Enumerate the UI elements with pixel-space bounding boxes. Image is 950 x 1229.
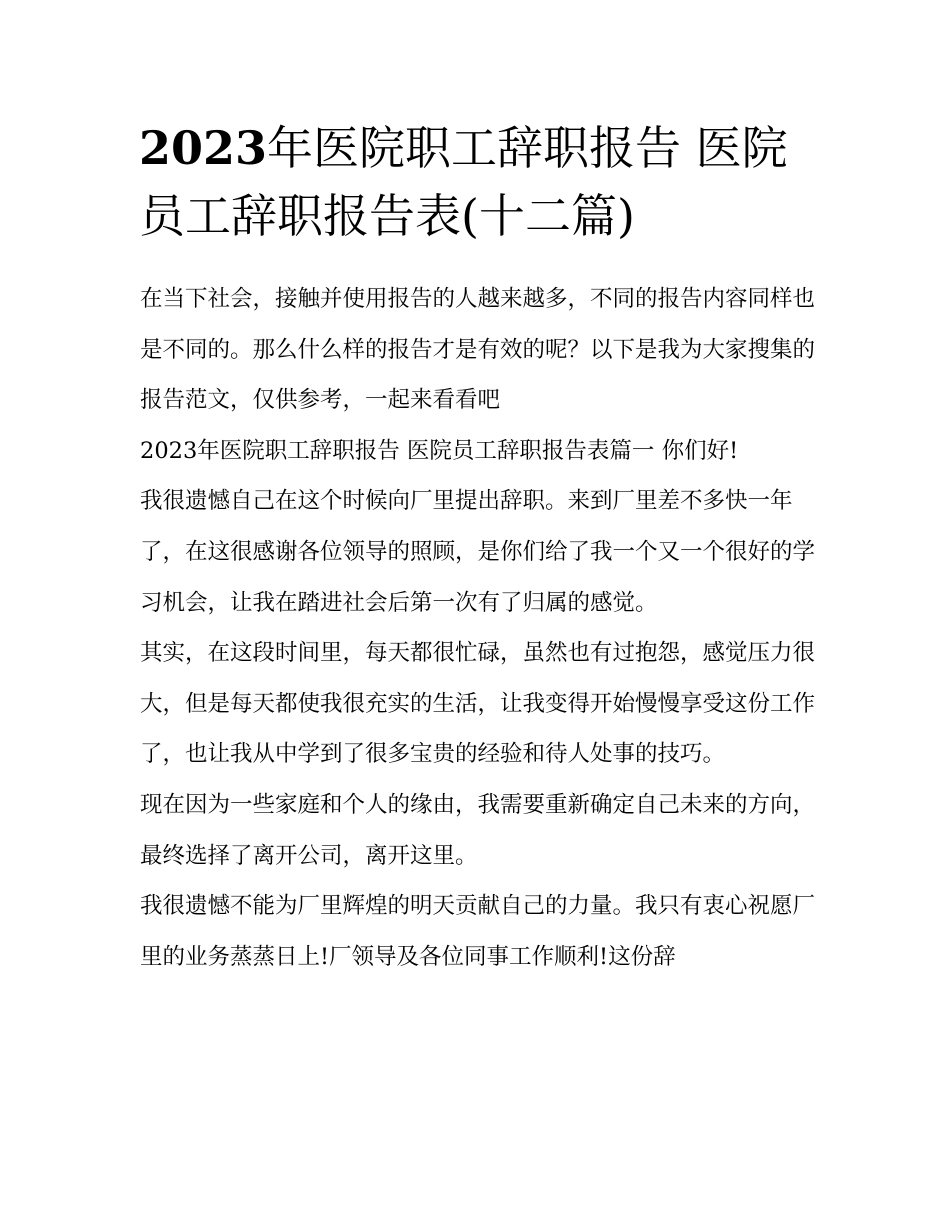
paragraph-intro: 在当下社会，接触并使用报告的人越来越多，不同的报告内容同样也是不同的。那么什么样的报告才是有效的呢？以下是我为大家搜集的报告范文，仅供参考，一起来看看吧 — [140, 286, 816, 414]
paragraph: 我很遗憾自己在这个时候向厂里提出辞职。来到厂里差不多快一年了，在这很感谢各位领导的照顾，是你们给了我一个又一个很好的学习机会，让我在踏进社会后第一次有了归属的感觉。 — [140, 488, 816, 616]
document-body — [140, 274, 820, 982]
title-year: 2023 — [139, 121, 268, 175]
paragraph: 其实，在这段时间里，每天都很忙碌，虽然也有过抱怨，感觉压力很大，但是每天都使我很充实的生活，让我变得开始慢慢享受这份工作了，也让我从中学到了很多宝贵的经验和待人处事的技巧。 — [140, 640, 816, 768]
paragraph: 现在因为一些家庭和个人的缘由，我需要重新确定自己未来的方向，最终选择了离开公司，离开这里。 — [140, 791, 816, 869]
document-title — [139, 114, 819, 250]
paragraph-heading: 2023年医院职工辞职报告 医院员工辞职报告表篇一 你们好! — [140, 437, 739, 464]
paragraph: 我很遗憾不能为厂里辉煌的明天贡献自己的力量。我只有衷心祝愿厂里的业务蒸蒸日上!厂领导及各位同事工作顺利!这份辞 — [140, 893, 816, 970]
title-text: 年医院职工辞职报告 医院员工辞职报告表(十二篇) — [139, 121, 788, 243]
